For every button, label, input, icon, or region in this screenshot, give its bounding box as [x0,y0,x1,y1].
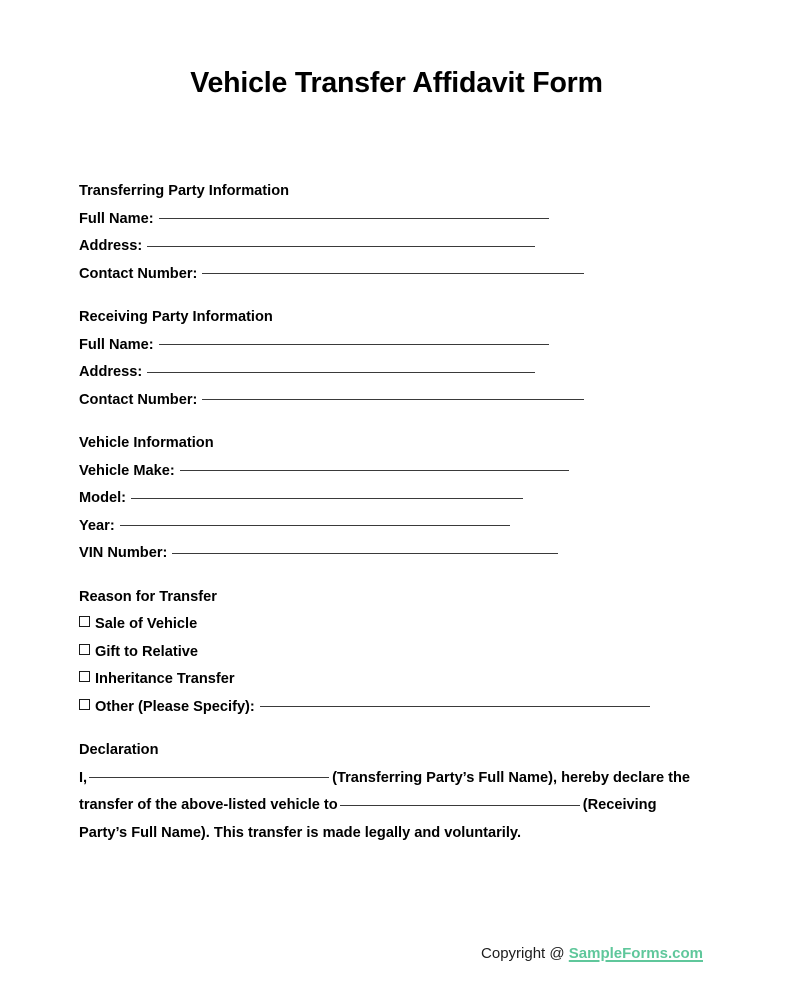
checkbox-icon[interactable] [79,616,90,627]
checkbox-icon[interactable] [79,671,90,682]
checkbox-label-other: Other (Please Specify): [95,698,255,715]
field-label-full-name: Full Name: [79,210,154,227]
section-heading-receiving-party: Receiving Party Information [79,309,273,325]
checkbox-row-inheritance-transfer[interactable] [79,666,719,694]
field-row-vehicle-make [79,458,719,486]
field-row-full-name [79,332,719,360]
field-row-contact-number [79,387,719,415]
section-heading-transferring-party: Transferring Party Information [79,183,290,199]
declaration-paragraph [79,765,707,848]
field-label-contact-number: Contact Number: [79,265,198,282]
footer-site-link[interactable]: SampleForms.com [568,945,703,962]
form-body [79,178,719,847]
field-row-address [79,233,719,261]
field-blank-address[interactable] [147,246,535,247]
declaration-blank-transferring-party[interactable] [89,777,329,778]
checkbox-label-inheritance-transfer: Inheritance Transfer [95,671,235,687]
declaration-text-part-3: (Receiving Party’s Full Name). This transfer is made legally and voluntarily. [79,797,657,841]
declaration-text-part-1: I, [79,769,88,786]
section-heading-declaration: Declaration [79,742,159,758]
field-blank-other-specify[interactable] [260,706,650,707]
field-blank-address[interactable] [147,372,535,373]
field-row-full-name [79,206,719,234]
field-label-contact-number: Contact Number: [79,391,198,408]
section-receiving-party [79,304,719,414]
field-label-year: Year: [79,517,115,534]
footer [0,943,703,965]
field-label-vin-number: VIN Number: [79,545,168,561]
section-heading-vehicle-information: Vehicle Information [79,435,214,451]
field-row-year [79,513,719,541]
field-row-model [79,485,719,513]
section-vehicle-information [79,430,719,568]
section-declaration [79,737,719,847]
checkbox-label-sale-of-vehicle: Sale of Vehicle [95,616,198,632]
field-row-address [79,359,719,387]
checkbox-row-gift-to-relative[interactable] [79,639,719,667]
declaration-blank-receiving-party[interactable] [340,805,580,806]
section-transferring-party [79,178,719,288]
checkbox-icon[interactable] [79,699,90,710]
field-blank-vehicle-make[interactable] [180,470,569,471]
field-label-vehicle-make: Vehicle Make: [79,462,175,479]
footer-copyright-text: Copyright @ [481,945,565,962]
field-row-contact-number [79,261,719,289]
field-blank-full-name[interactable] [159,344,549,345]
checkbox-row-other[interactable] [79,694,719,722]
field-blank-model[interactable] [131,498,523,499]
field-label-full-name: Full Name: [79,336,154,353]
checkbox-label-gift-to-relative: Gift to Relative [95,643,198,660]
field-blank-vin-number[interactable] [172,553,558,554]
field-label-address: Address: [79,364,143,380]
field-label-address: Address: [79,238,143,254]
checkbox-icon[interactable] [79,644,90,655]
field-blank-contact-number[interactable] [202,273,584,274]
section-heading-reason-for-transfer: Reason for Transfer [79,588,217,605]
page-title: Vehicle Transfer Affidavit Form [190,67,603,99]
declaration-text-part-2: (Transferring Party’s Full Name), hereby declare the transfer of the above-listed vehicle to [79,769,691,813]
section-reason-for-transfer [79,584,719,722]
field-blank-contact-number[interactable] [202,399,584,400]
field-label-model: Model: [79,490,127,506]
field-blank-full-name[interactable] [159,218,549,219]
field-row-vin-number [79,540,719,568]
field-blank-year[interactable] [120,525,510,526]
checkbox-row-sale-of-vehicle[interactable] [79,611,719,639]
